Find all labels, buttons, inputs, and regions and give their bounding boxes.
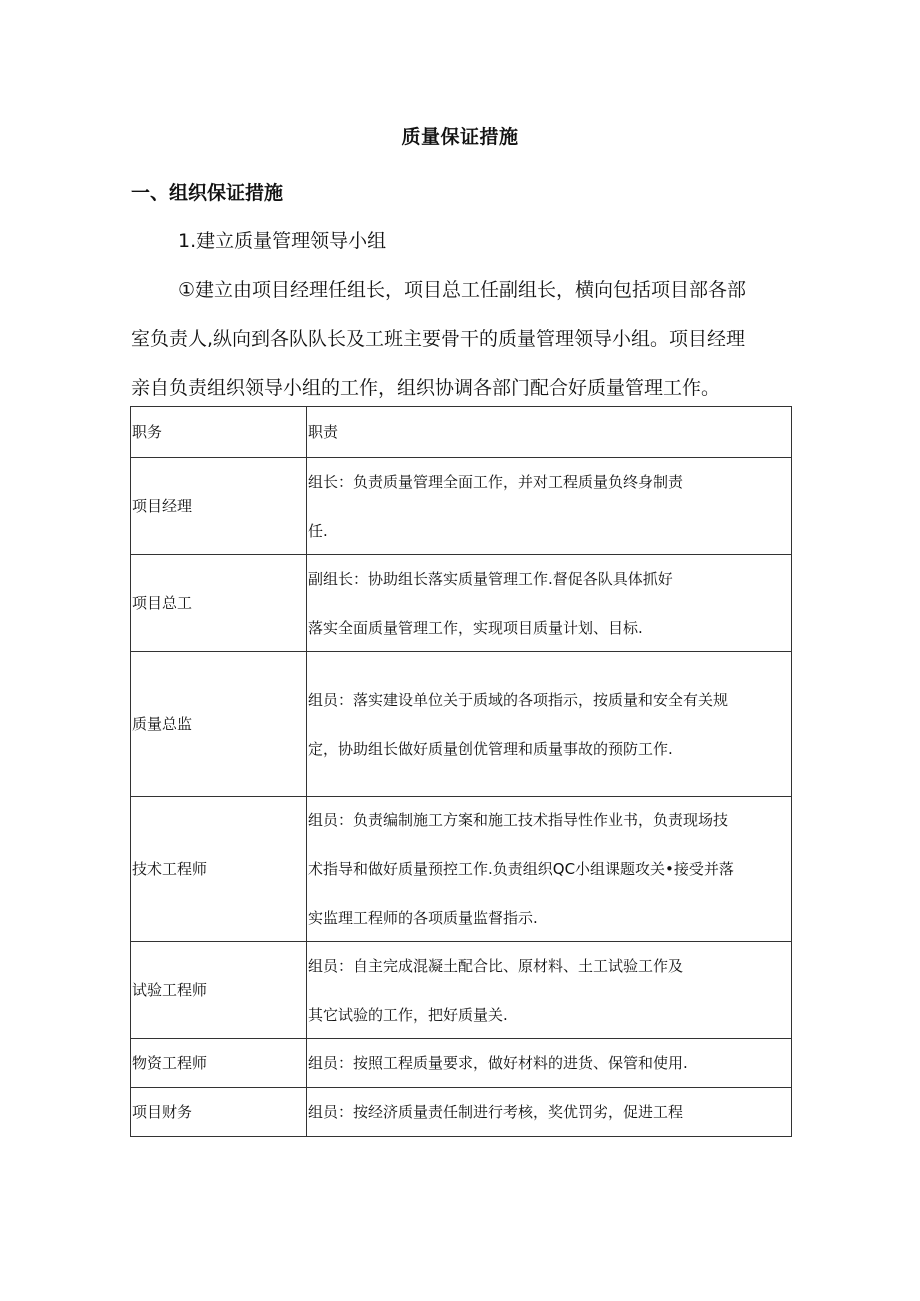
duty-line: 实监理工程师的各项质量监督指示. [308, 909, 538, 927]
document-title: 质量保证措施 [401, 126, 519, 148]
duty-cell [307, 652, 792, 797]
duty-line: 组员：按经济质量责任制进行考核，奖优罚劣，促进工程 [308, 1103, 684, 1121]
role-cell: 物资工程师 [131, 1039, 307, 1088]
duty-line: 组员：按照工程质量要求，做好材料的进货、保管和使用. [308, 1054, 688, 1072]
paragraph-line: ①建立由项目经理任组长，项目总工任副组长，横向包括项目部各部 [178, 279, 747, 301]
table-row [131, 1088, 792, 1137]
paragraph-line: 室负责人,纵向到各队队长及工班主要骨干的质量管理领导小组。项目经理 [131, 328, 746, 350]
duty-cell [307, 555, 792, 652]
table-row [131, 555, 792, 652]
duty-line: 其它试验的工作，把好质量关. [308, 1005, 508, 1024]
duty-line: 组长：负责质量管理全面工作，并对工程质量负终身制责 [308, 472, 684, 491]
duty-line: 定，协助组长做好质量创优管理和质量事故的预防工作. [308, 739, 673, 758]
role-cell: 试验工程师 [131, 942, 307, 1039]
duty-cell [307, 1039, 792, 1088]
duty-cell [307, 458, 792, 555]
table-row [131, 652, 792, 797]
section-heading: 一、组织保证措施 [131, 182, 284, 204]
duty-cell [307, 942, 792, 1039]
duty-line: 组员：自主完成混凝土配合比、原材料、土工试验工作及 [308, 956, 684, 975]
role-cell: 项目总工 [131, 555, 307, 652]
duty-cell [307, 1088, 792, 1137]
duty-line: 落实全面质量管理工作，实现项目质量计划、目标. [308, 618, 643, 637]
role-cell: 质量总监 [131, 652, 307, 797]
role-cell: 项目经理 [131, 458, 307, 555]
table-row [131, 942, 792, 1039]
duty-line: 组员：落实建设单位关于质域的各项指示，按质量和安全有关规 [308, 690, 729, 709]
header-cell-duty: 职责 [307, 407, 792, 458]
duty-line: 术指导和做好质量预控工作.负责组织QC小组课题攻关•接受并落 [308, 860, 734, 878]
duty-line: 组员：负责编制施工方案和施工技术指导性作业书，负责现场技 [308, 811, 729, 829]
role-cell: 项目财务 [131, 1088, 307, 1137]
role-cell: 技术工程师 [131, 797, 307, 942]
subsection-heading: 1.建立质量管理领导小组 [178, 230, 387, 252]
table-header-row [131, 407, 792, 458]
header-cell-role: 职务 [131, 407, 307, 458]
duty-line: 任. [308, 521, 328, 540]
responsibility-table [130, 406, 792, 1137]
table-row [131, 797, 792, 942]
table-row [131, 458, 792, 555]
intro-paragraph [131, 266, 791, 413]
duty-cell [307, 797, 792, 942]
paragraph-line: 亲自负责组织领导小组的工作，组织协调各部门配合好质量管理工作。 [131, 377, 721, 399]
table-row [131, 1039, 792, 1088]
duty-line: 副组长：协助组长落实质量管理工作.督促各队具体抓好 [308, 569, 673, 588]
